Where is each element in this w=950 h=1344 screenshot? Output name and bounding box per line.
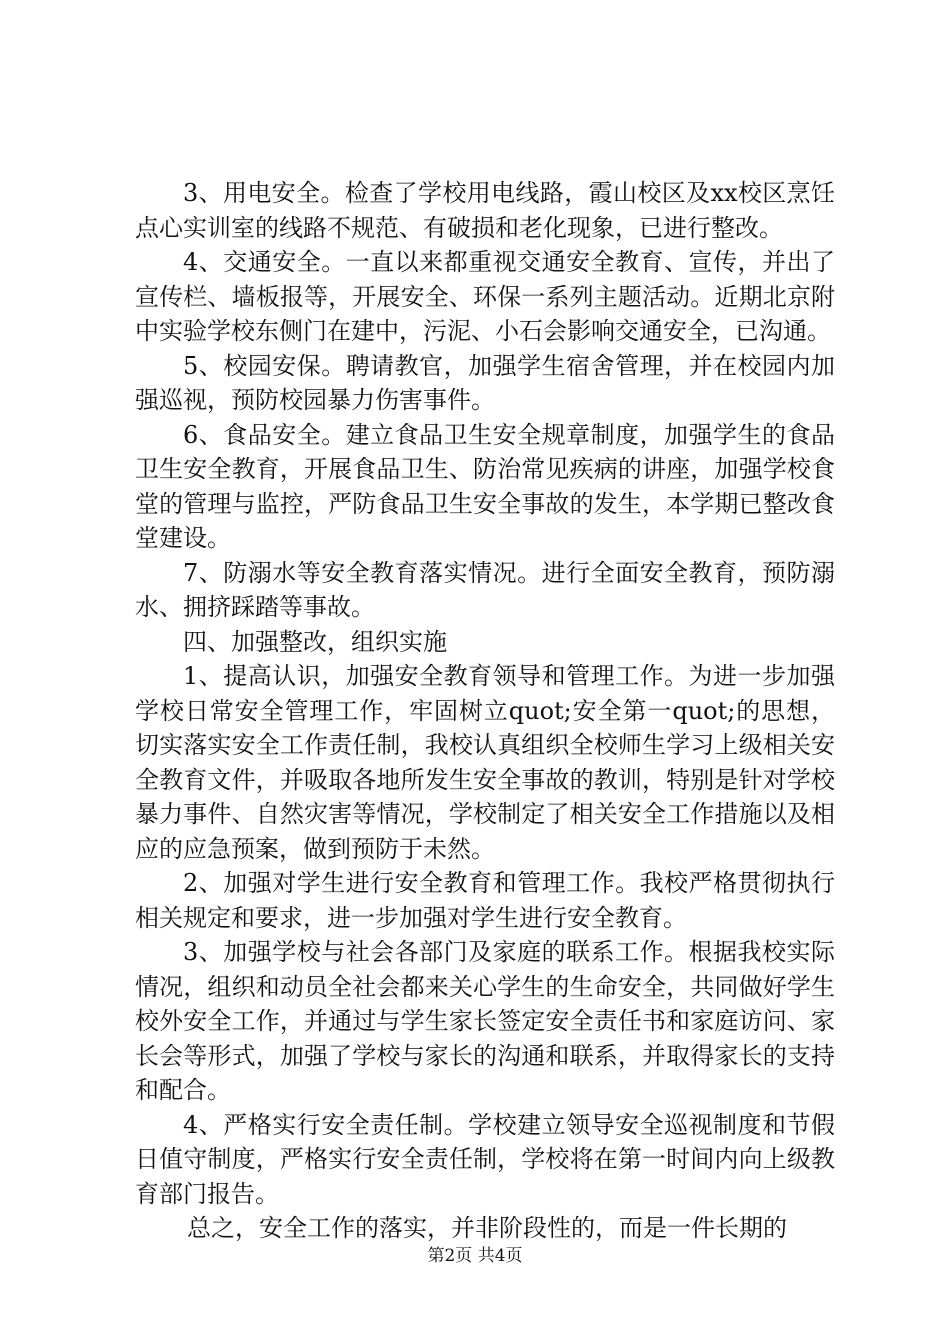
paragraph-family-liaison: 3、加强学校与社会各部门及家庭的联系工作。根据我校实际情况，组织和动员全社会都来关心学生的生命安全，共同做好学生校外安全工作，并通过与学生家长签定安全责任书和家庭访问、家长会等形式，加强了学校与家长的沟通和联系，并取得家长的支持和配合。 [135, 938, 835, 1104]
section-heading-rectification: 四、加强整改，组织实施 [183, 627, 447, 656]
paragraph-raise-awareness: 1、提高认识，加强安全教育领导和管理工作。为进一步加强学校日常安全管理工作，牢固树立quot;安全第一quot;的思想，切实落实安全工作责任制，我校认真组织全校师生学习上级相关安全教育文件，并吸取各地所发生安全事故的教训，特别是针对学校暴力事件、自然灾害等情况，学校制定了相关安全工作措施以及相应的应急预案，做到预防于未然。 [135, 662, 835, 863]
paragraph-electricity-safety: 3、用电安全。检查了学校用电线路，霞山校区及xx校区烹饪点心实训室的线路不规范、有破损和老化现象，已进行整改。 [135, 179, 835, 242]
paragraph-drowning-prevention: 7、防溺水等安全教育落实情况。进行全面安全教育，预防溺水、拥挤踩踏等事故。 [135, 558, 835, 621]
paragraph-conclusion: 总之，安全工作的落实，并非阶段性的，而是一件长期的 [187, 1214, 787, 1242]
paragraph-food-safety: 6、食品安全。建立食品卫生安全规章制度，加强学生的食品卫生安全教育，开展食品卫生、防治常见疾病的讲座，加强学校食堂的管理与监控，严防食品卫生安全事故的发生，本学期已整改食堂建设。 [135, 420, 835, 552]
document-body [135, 176, 835, 1246]
paragraph-responsibility-system: 4、严格实行安全责任制。学校建立领导安全巡视制度和节假日值守制度，严格实行安全责任制，学校将在第一时间内向上级教育部门报告。 [135, 1110, 835, 1208]
paragraph-campus-security: 5、校园安保。聘请教官，加强学生宿舍管理，并在校园内加强巡视，预防校园暴力伤害事件。 [135, 351, 835, 414]
paragraph-traffic-safety: 4、交通安全。一直以来都重视交通安全教育、宣传，并出了宣传栏、墙板报等，开展安全、环保一系列主题活动。近期北京附中实验学校东侧门在建中，污泥、小石会影响交通安全，已沟通。 [135, 248, 835, 345]
page-number: 第2页 共4页 [427, 1246, 523, 1266]
paragraph-student-education: 2、加强对学生进行安全教育和管理工作。我校严格贯彻执行相关规定和要求，进一步加强对学生进行安全教育。 [135, 869, 835, 932]
